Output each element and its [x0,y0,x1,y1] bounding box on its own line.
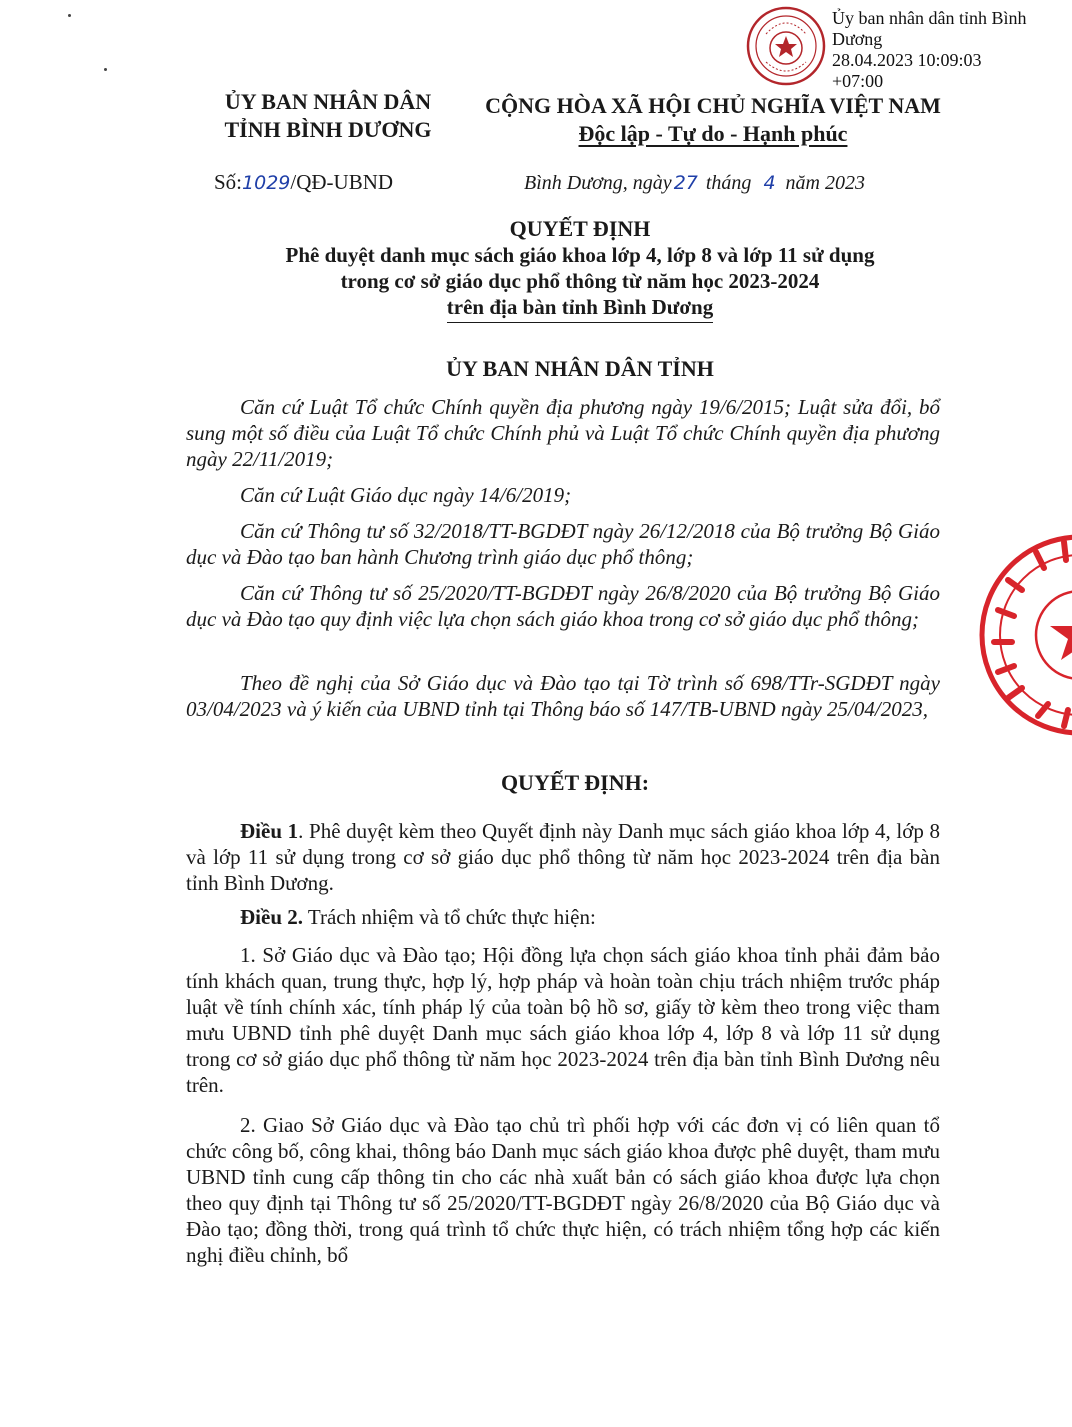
signature-timezone: +07:00 [832,71,884,91]
agency-line-1: ỦY BAN NHÂN DÂN [224,89,432,114]
article-2-label: Điều 2. [240,905,303,929]
date-day-handwritten: 27 [673,172,698,194]
article-2 [186,904,940,930]
title-line-1: Phê duyệt danh mục sách giáo khoa lớp 4, lớp 8 và lớp 11 sử dụng [285,243,875,267]
date-month-label: tháng [705,172,752,194]
issuing-agency [188,88,468,144]
digital-signature-text [832,8,1064,92]
scan-speck [104,68,107,71]
title-line-2: trong cơ sở giáo dục phổ thông từ năm học 2023-2024 [340,269,820,293]
national-emblem-seal-icon [740,4,832,88]
red-official-seal [968,520,1072,750]
doc-number-handwritten: 1029 [242,172,291,194]
national-motto: Độc lập - Tự do - Hạnh phúc [578,121,848,146]
date-place: Bình Dương, ngày [524,172,672,194]
legal-basis-3: Căn cứ Thông tư số 32/2018/TT-BGDĐT ngày 26/12/2018 của Bộ trưởng Bộ Giáo dục và Đào tạo ban hành Chương trình giáo dục phổ thông; [186,519,940,569]
date-line [524,172,865,195]
issuer-heading: ỦY BAN NHÂN DÂN TỈNH [446,356,714,381]
doc-number-prefix: Số: [214,170,243,194]
legal-basis-4: Căn cứ Thông tư số 25/2020/TT-BGDĐT ngày 26/8/2020 của Bộ trưởng Bộ Giáo dục và Đào tạo quy định việc lựa chọn sách giáo khoa trong cơ sở giáo dục phổ thông; [186,581,940,631]
country-name: CỘNG HÒA XÃ HỘI CHỦ NGHĨA VIỆT NAM [485,93,941,118]
date-year: năm 2023 [785,172,865,194]
legal-basis-2: Căn cứ Luật Giáo dục ngày 14/6/2019; [240,483,572,507]
official-seal-icon [968,520,1072,750]
document-title [150,216,1010,323]
legal-basis-1: Căn cứ Luật Tổ chức Chính quyền địa phương ngày 19/6/2015; Luật sửa đổi, bổ sung một số điều của Luật Tổ chức Chính phủ và Luật Tổ chức Chính quyền địa phương ngày 22/11/2019; [186,395,940,471]
article-2-text: Trách nhiệm và tổ chức thực hiện: [303,905,596,929]
agency-line-2: TỈNH BÌNH DƯƠNG [224,117,432,142]
article-2-item-2: 2. Giao Sở Giáo dục và Đào tạo chủ trì phối hợp với các đơn vị có liên quan tổ chức công bố, công khai, thông báo Danh mục sách giáo khoa được phê duyệt, tham mưu UBND tỉnh cung cấp thông tin cho các nhà xuất bản có sách giáo khoa được lựa chọn theo quy định tại Thông tư số 25/2020/TT-BGDĐT ngày 26/8/2020 của Bộ Giáo dục và Đào tạo; đồng thời, trong quá trình tổ chức thực hiện, có trách nhiệm tổng hợp các kiến nghị điều chỉnh, bổ [186,1113,940,1267]
national-title [472,92,954,148]
scan-speck [68,14,71,17]
document-type: QUYẾT ĐỊNH [509,216,651,241]
decision-heading: QUYẾT ĐỊNH: [500,770,650,795]
document-number [214,170,393,195]
digital-signature-seal [740,4,832,88]
title-line-3: trên địa bàn tỉnh Bình Dương [447,294,713,323]
article-1-label: Điều 1 [240,819,299,843]
date-month-handwritten: 4 [763,172,776,194]
signature-timestamp: 28.04.2023 10:09:03 [832,50,982,70]
article-1 [186,818,940,896]
article-2-item-1: 1. Sở Giáo dục và Đào tạo; Hội đồng lựa chọn sách giáo khoa tỉnh phải đảm bảo tính khách quan, trung thực, hợp lý, hợp pháp và hoàn toàn chịu trách nhiệm trước pháp luật về tính chính xác, tính pháp lý của toàn bộ hồ sơ, giấy tờ kèm theo trong việc tham mưu UBND tỉnh phê duyệt Danh mục sách giáo khoa lớp 4, lớp 8 và lớp 11 sử dụng trong cơ sở giáo dục phổ thông từ năm học 2023-2024 trên địa bàn tỉnh Bình Dương nêu trên. [186,943,940,1097]
signature-signer: Ủy ban nhân dân tỉnh Bình Dương [832,8,1027,49]
legal-basis-5: Theo đề nghị của Sở Giáo dục và Đào tạo tại Tờ trình số 698/TTr-SGDĐT ngày 03/04/2023 và ý kiến của UBND tỉnh tại Thông báo số 147/TB-UBND ngày 25/04/2023, [186,671,940,721]
article-1-text: . Phê duyệt kèm theo Quyết định này Danh mục sách giáo khoa lớp 4, lớp 8 và lớp 11 sử dụng trong cơ sở giáo dục phổ thông từ năm học 2023-2024 trên địa bàn tỉnh Bình Dương. [186,819,940,895]
doc-number-suffix: /QĐ-UBND [290,170,394,194]
